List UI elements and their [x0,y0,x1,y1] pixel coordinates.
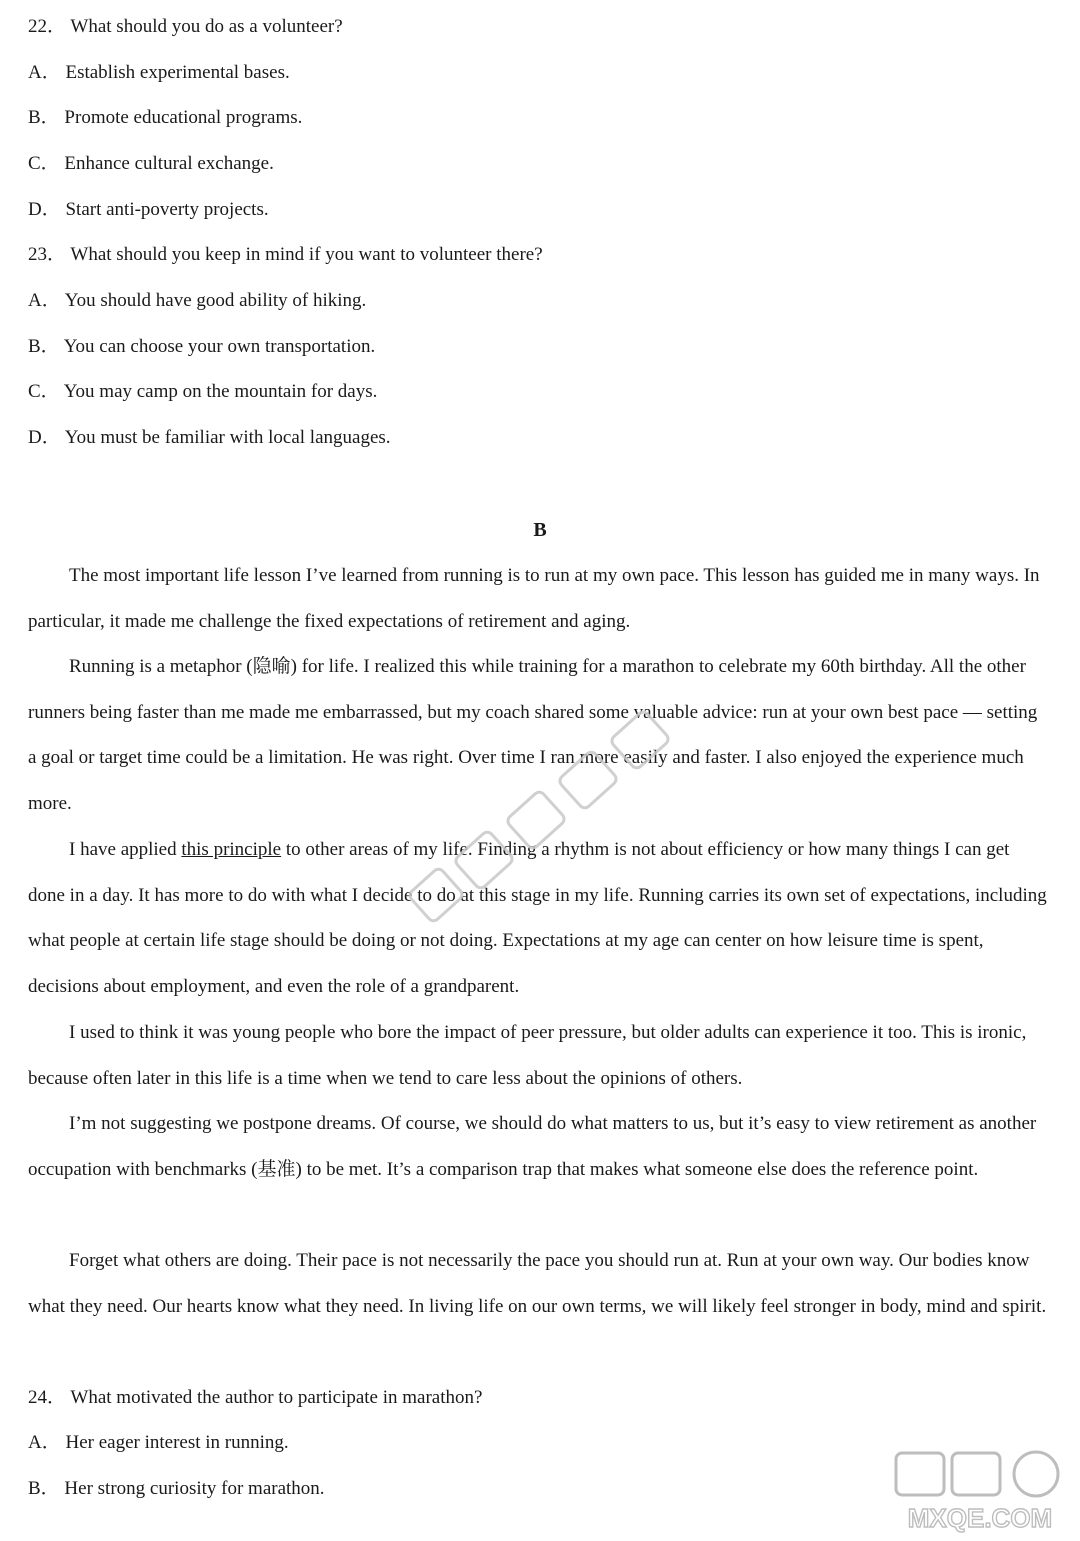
question-24-stem: 24． What motivated the author to participate in marathon? [28,1387,483,1408]
passage-paragraph-3 [28,827,1048,1010]
underlined-phrase-this-principle: this principle [181,839,282,860]
corner-watermark-text: MXQE.COM [907,1503,1053,1533]
question-23-option-b: B． You can choose your own transportation. [28,336,376,357]
passage-paragraph-1: The most important life lesson I’ve learned from running is to run at my own pace. This lesson has guided me in many ways. In particular, it made me challenge the fixed expectations of retirement and aging. [28,565,1040,632]
paragraph-3-text-after: to other areas of my life. Finding a rhythm is not about efficiency or how many things I can get done in a day. It has more to do with what I decide to do at this stage in my life. Running carries its own set of expectations, including what people at certain life stage should be doing or not doing. Expectations at my age can center on how leisure time is spent, decisions about employment, and even the role of a grandparent. [28,839,1047,998]
question-23-option-c: C． You may camp on the mountain for days. [28,381,378,402]
passage-paragraph-5: I’m not suggesting we postpone dreams. Of course, we should do what matters to us, but it’s easy to view retirement as another occupation with benchmarks (基准) to be met. It’s a comparison trap that makes what someone else does the reference point. [28,1113,1037,1180]
question-23-option-a: A． You should have good ability of hiking. [28,290,367,311]
question-22-option-a: A． Establish experimental bases. [28,62,290,83]
question-22-option-d: D． Start anti-poverty projects. [28,199,269,220]
corner-watermark-logo [890,1449,1070,1535]
paragraph-3-text-before: I have applied [69,839,182,860]
passage-paragraph-2: Running is a metaphor (隐喻) for life. I realized this while training for a marathon to celebrate my 60th birthday. All the other runners being faster than me made me embarrassed, but my coach shared some valuable advice: run at your own best pace — setting a goal or target time could be a limitation. He was right. Over time I ran more easily and faster. I also enjoyed the experience much more. [28,656,1038,815]
section-b-heading: B [533,519,547,541]
passage-paragraph-6: Forget what others are doing. Their pace is not necessarily the pace you should run at. Run at your own way. Our bodies know what they need. Our hearts know what they need. In living life on our own terms, we will likely feel stronger in body, mind and spirit. [28,1250,1047,1317]
question-24-option-b: B． Her strong curiosity for marathon. [28,1478,325,1499]
question-24-option-a: A． Her eager interest in running. [28,1432,289,1453]
question-22-stem: 22． What should you do as a volunteer? [28,16,343,37]
passage-paragraph-4: I used to think it was young people who bore the impact of peer pressure, but older adults can experience it too. This is ironic, because often later in this life is a time when we tend to care less about the opinions of others. [28,1022,1027,1089]
question-22-option-b: B． Promote educational programs. [28,107,303,128]
question-22-option-c: C． Enhance cultural exchange. [28,153,274,174]
question-23-option-d: D． You must be familiar with local languages. [28,427,391,448]
question-23-stem: 23． What should you keep in mind if you want to volunteer there? [28,244,543,265]
